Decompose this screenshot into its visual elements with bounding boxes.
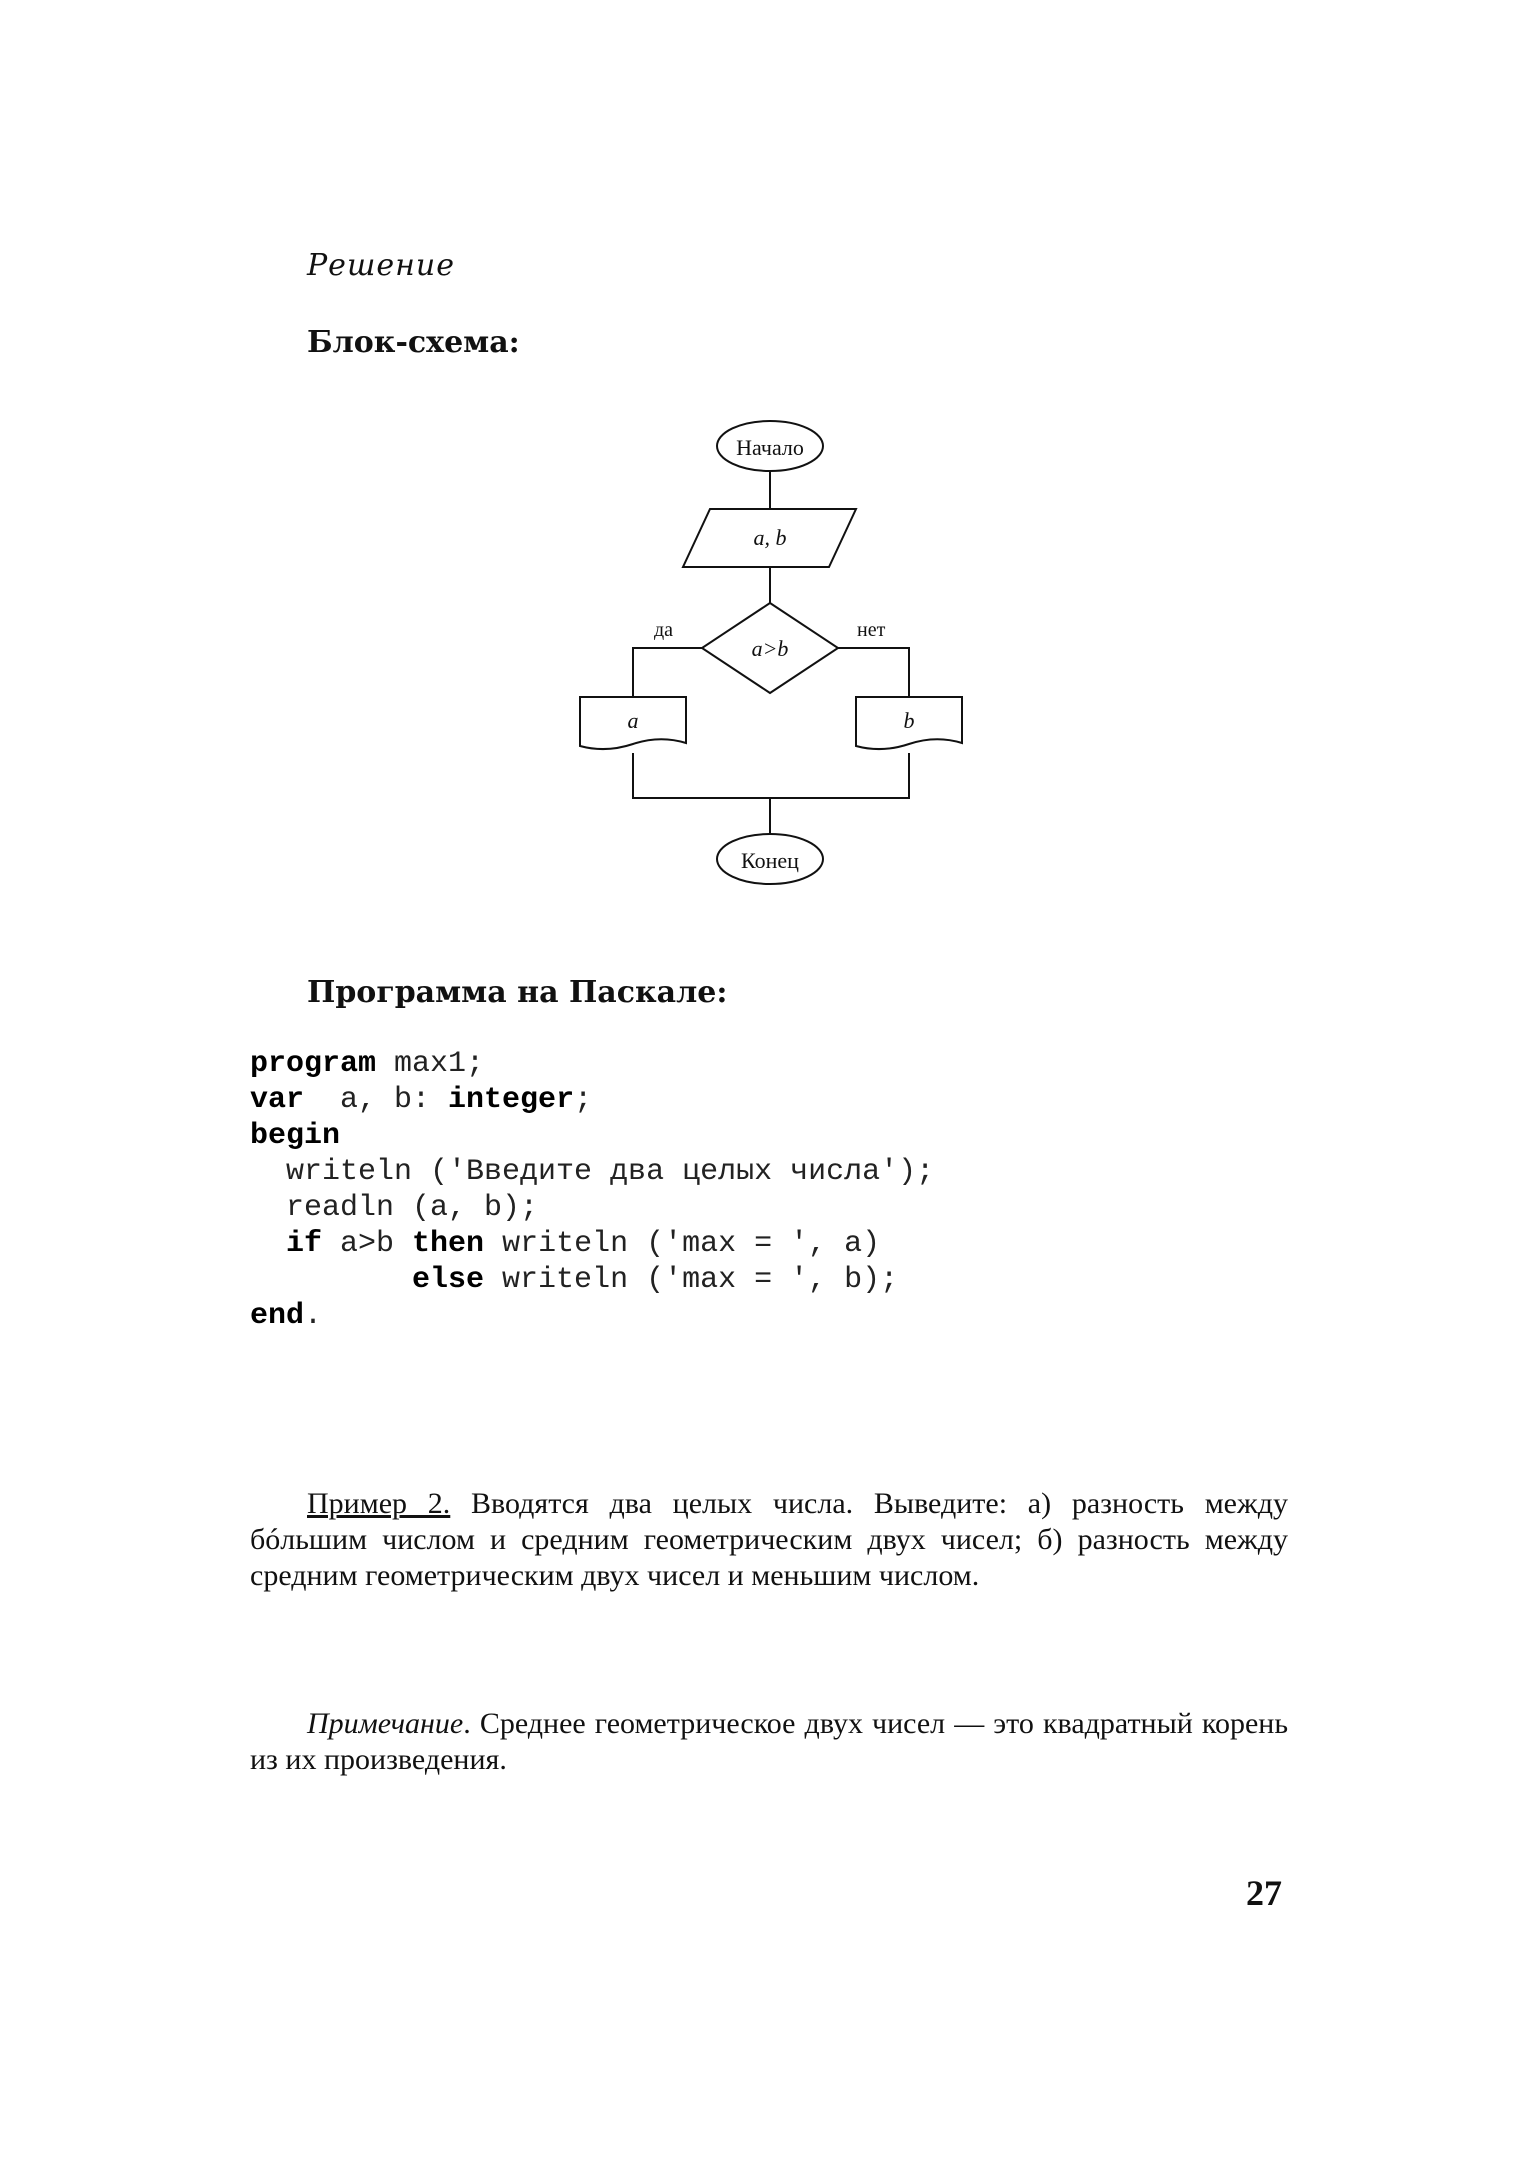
code-line xyxy=(250,1154,934,1190)
end-label: Конец xyxy=(741,848,799,873)
example-label: Пример 2. xyxy=(307,1487,451,1520)
code-keyword: if xyxy=(286,1227,323,1261)
no-label: нет xyxy=(857,619,886,641)
code-text: writeln ('Введите два целых числа'); xyxy=(250,1155,935,1189)
code-text: max1; xyxy=(376,1047,485,1081)
code-line xyxy=(250,1082,934,1118)
output-yes-label: a xyxy=(627,708,639,733)
code-text: readln (a, b); xyxy=(250,1191,539,1225)
pascal-code-block xyxy=(250,1046,934,1334)
yes-label: да xyxy=(653,619,673,641)
code-line xyxy=(250,1226,934,1262)
code-text xyxy=(250,1263,412,1297)
connector-yes-branch xyxy=(633,648,702,697)
code-text: ; xyxy=(574,1083,593,1117)
solution-title: Решение xyxy=(307,248,455,283)
flowchart-diagram xyxy=(560,410,980,900)
code-keyword: then xyxy=(412,1227,485,1261)
code-text: a>b xyxy=(322,1227,413,1261)
output-no-label: b xyxy=(903,708,915,733)
code-text: . xyxy=(304,1299,323,1333)
code-keyword: begin xyxy=(250,1119,341,1153)
note-text: . Среднее геометрическое двух чисел — это квадратный корень из их произведения. xyxy=(250,1707,1288,1776)
note-label: Примечание xyxy=(307,1707,464,1740)
condition-label: a>b xyxy=(751,636,789,661)
code-keyword: var xyxy=(250,1083,305,1117)
code-line xyxy=(250,1118,934,1154)
code-keyword: program xyxy=(250,1047,377,1081)
page-number: 27 xyxy=(1246,1873,1282,1913)
code-text: writeln ('max = ', b); xyxy=(484,1263,899,1297)
example-text: Вводятся два целых числа. Выведите: а) разность между бóльшим числом и средним геометрическим двух чисел; б) разность между средним геометрическим двух чисел и меньшим числом. xyxy=(250,1487,1288,1592)
code-line xyxy=(250,1298,934,1334)
code-keyword: integer xyxy=(448,1083,575,1117)
flowchart-heading: Блок-схема: xyxy=(307,325,520,360)
connector-no-branch xyxy=(838,648,909,697)
note-paragraph xyxy=(250,1706,1288,1778)
code-text: a, b: xyxy=(304,1083,449,1117)
input-label: a, b xyxy=(753,525,787,550)
code-keyword: end xyxy=(250,1299,305,1333)
code-line xyxy=(250,1046,934,1082)
code-text: writeln ('max = ', a) xyxy=(484,1227,881,1261)
code-keyword: else xyxy=(412,1263,485,1297)
code-text xyxy=(250,1227,286,1261)
code-line xyxy=(250,1190,934,1226)
code-line xyxy=(250,1262,934,1298)
connector-merge xyxy=(633,753,909,798)
start-label: Начало xyxy=(736,435,804,460)
example-paragraph xyxy=(250,1486,1288,1594)
program-heading: Программа на Паскале: xyxy=(307,975,728,1010)
